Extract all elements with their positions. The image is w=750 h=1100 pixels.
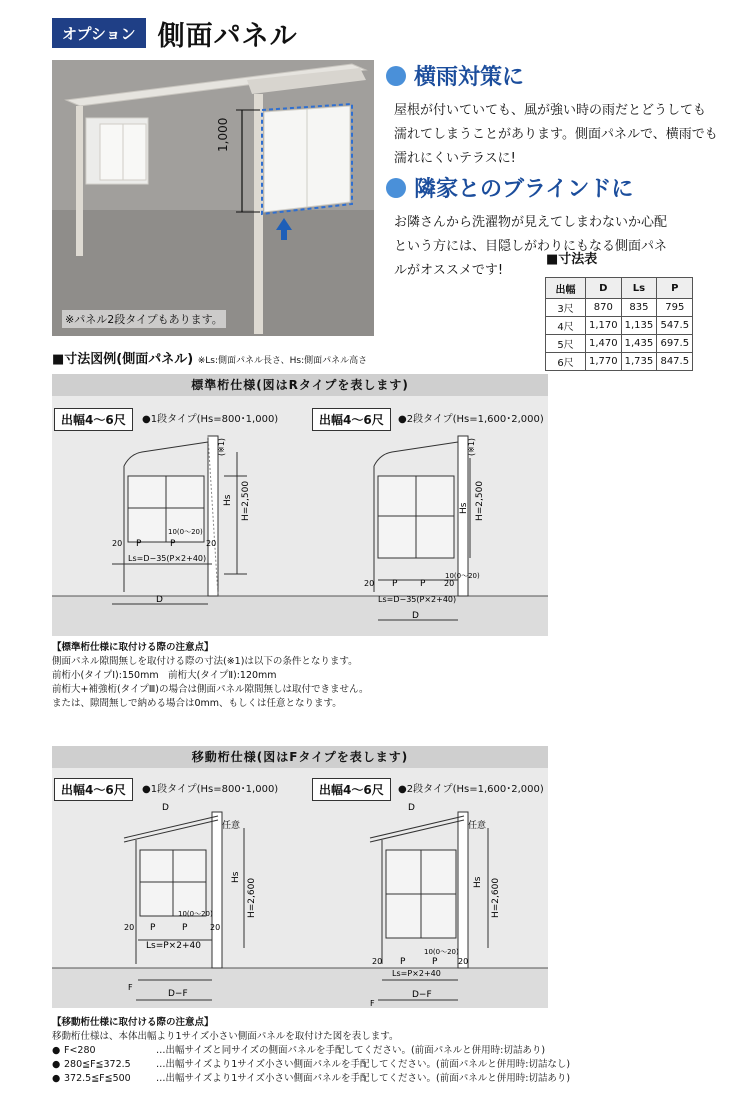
note-line: または、隙間無しで納める場合は0mm、もしくは任意となります。 bbox=[52, 698, 342, 709]
ls-label: Ls=P×2+40 bbox=[392, 969, 441, 978]
condition-text: …出幅サイズと同サイズの側面パネルを手配してください。(前面パネルと併用時:切詰あり) bbox=[156, 1045, 546, 1056]
section-subtitle: ※Ls:側面パネル長さ、Hs:側面パネル高さ bbox=[197, 356, 368, 366]
condition-text: …出幅サイズより1サイズ小さい側面パネルを手配してください。(前面パネルと併用時:切詰あり) bbox=[156, 1073, 571, 1084]
terrace-illustration bbox=[52, 60, 374, 336]
standard-notes bbox=[52, 641, 369, 711]
hs-label: Hs bbox=[473, 876, 483, 888]
photo-note: ※パネル2段タイプもあります。 bbox=[62, 310, 226, 328]
offset-label: 20 bbox=[206, 539, 217, 548]
d-label: D bbox=[156, 595, 163, 605]
d-label: D bbox=[412, 611, 419, 621]
p-label: P bbox=[182, 923, 188, 933]
note-line: 前桁小(タイプⅠ):150mm 前桁大(タイプⅡ):120mm bbox=[52, 670, 277, 681]
table-cell: 5尺 bbox=[546, 335, 586, 353]
table-cell: 1,470 bbox=[586, 335, 622, 353]
d-label: D bbox=[162, 803, 169, 813]
moving-spec-heading: 移動桁仕様(図はFタイプを表します) bbox=[52, 746, 548, 768]
feature-line: 濡れにくいテラスに! bbox=[394, 151, 516, 166]
moving-diagrams bbox=[52, 768, 548, 1008]
width-tag: 出幅4〜6尺 bbox=[54, 778, 133, 801]
table-cell: 1,170 bbox=[586, 317, 622, 335]
hs-label: Hs bbox=[223, 494, 233, 506]
condition-text: …出幅サイズより1サイズ小さい側面パネルを手配してください。(前面パネルと併用時:切詰なし) bbox=[156, 1059, 571, 1070]
feature-line: という方には、目隠しがわりにもなる側面パネ bbox=[394, 239, 668, 254]
table-cell: 3尺 bbox=[546, 299, 586, 317]
df-label: D−F bbox=[412, 990, 432, 1000]
type-label: ●2段タイプ(Hs=1,600･2,000) bbox=[398, 414, 544, 425]
photo-dimension: 1,000 bbox=[216, 117, 230, 152]
offset-label: 20 bbox=[364, 579, 375, 588]
hs-label: Hs bbox=[231, 871, 241, 883]
width-tag: 出幅4〜6尺 bbox=[54, 408, 133, 431]
table-cell: 6尺 bbox=[546, 353, 586, 371]
p-label: P bbox=[150, 923, 156, 933]
gap-label: 10(0〜20) bbox=[445, 572, 480, 580]
note-line: 前桁大+補強桁(タイプⅢ)の場合は側面パネル隙間無しは取付できません。 bbox=[52, 684, 369, 695]
table-cell: 870 bbox=[586, 299, 622, 317]
product-photo bbox=[52, 60, 374, 336]
ls-label: Ls=P×2+40 bbox=[146, 941, 201, 951]
note-line: 移動桁仕様は、本体出幅より1サイズ小さい側面パネルを取付けた図を表します。 bbox=[52, 1031, 399, 1042]
condition-row: ● 280≦F≦372.5 …出幅サイズより1サイズ小さい側面パネルを手配してください。(前面パネルと併用時:切詰なし) bbox=[52, 1059, 571, 1070]
p-label: P bbox=[420, 579, 426, 589]
offset-label: 20 bbox=[458, 957, 469, 966]
section-title-text: ■寸法図例(側面パネル) bbox=[52, 352, 194, 367]
feature-heading: 隣家とのブラインドに bbox=[414, 177, 634, 202]
h-label: H=2,600 bbox=[247, 877, 257, 918]
feature-rain bbox=[386, 60, 726, 171]
type-label: ●1段タイプ(Hs=800･1,000) bbox=[142, 784, 279, 795]
condition-row: ● 372.5≦F≦500 …出幅サイズより1サイズ小さい側面パネルを手配してください。(前面パネルと併用時:切詰あり) bbox=[52, 1073, 571, 1084]
table-cell: 795 bbox=[657, 299, 693, 317]
offset-label: 20 bbox=[112, 539, 123, 548]
width-tag: 出幅4〜6尺 bbox=[312, 408, 391, 431]
note-ref-label: (※1) bbox=[217, 437, 226, 456]
gap-label: 10(0〜20) bbox=[424, 948, 459, 956]
page-header bbox=[52, 16, 298, 50]
offset-label: 20 bbox=[210, 923, 221, 932]
d-label: D bbox=[408, 803, 415, 813]
gap-label: 10(0〜20) bbox=[178, 910, 213, 918]
bullet-dot-icon bbox=[386, 178, 406, 198]
feature-line: ルがオススメです! bbox=[394, 263, 504, 278]
dim-col-header: D bbox=[586, 278, 622, 299]
condition-row: ● F<280 …出幅サイズと同サイズの側面パネルを手配してください。(前面パネルと併用時:切詰あり) bbox=[52, 1045, 546, 1056]
dim-col-header: Ls bbox=[621, 278, 657, 299]
f-label: F bbox=[370, 999, 375, 1008]
table-cell: 1,435 bbox=[621, 335, 657, 353]
table-row bbox=[546, 335, 693, 353]
offset-label: 20 bbox=[372, 957, 383, 966]
feature-line: 屋根が付いていても、風が強い時の雨だとどうしても bbox=[394, 103, 707, 118]
moving-notes bbox=[52, 1016, 570, 1086]
note-ref-label: (※1) bbox=[467, 437, 476, 456]
h-label: H=2,600 bbox=[491, 877, 501, 918]
ls-label: Ls=D−35(P×2+40) bbox=[378, 595, 457, 604]
df-label: D−F bbox=[168, 989, 188, 999]
f-label: F bbox=[128, 983, 133, 992]
section-title bbox=[52, 348, 367, 367]
feature-line: お隣さんから洗濯物が見えてしまわないか心配 bbox=[394, 215, 668, 230]
standard-spec-heading: 標準桁仕様(図はRタイプを表します) bbox=[52, 374, 548, 396]
standard-diagrams bbox=[52, 396, 548, 636]
table-row bbox=[546, 317, 693, 335]
p-label: P bbox=[400, 957, 406, 967]
gap-label: 10(0〜20) bbox=[168, 528, 203, 536]
table-row bbox=[546, 353, 693, 371]
h-label: H=2,500 bbox=[241, 480, 251, 521]
ls-label: Ls=D−35(P×2+40) bbox=[128, 554, 207, 563]
type-label: ●2段タイプ(Hs=1,600･2,000) bbox=[398, 784, 544, 795]
offset-label: 20 bbox=[124, 923, 135, 932]
note-line: 側面パネル隙間無しを取付ける際の寸法(※1)は以下の条件となります。 bbox=[52, 656, 358, 667]
optional-label: 任意 bbox=[222, 821, 241, 831]
hs-label: Hs bbox=[459, 502, 469, 514]
notes-title: 【移動桁仕様に取付ける際の注意点】 bbox=[52, 1017, 214, 1028]
feature-heading: 横雨対策に bbox=[414, 65, 525, 90]
dim-table-title: ■寸法表 bbox=[546, 252, 598, 267]
condition: 280≦F≦372.5 bbox=[64, 1059, 131, 1070]
table-cell: 4尺 bbox=[546, 317, 586, 335]
option-badge: オプション bbox=[52, 18, 146, 48]
dim-col-header: 出幅 bbox=[546, 278, 586, 299]
p-label: P bbox=[392, 579, 398, 589]
feature-line: 濡れてしまうことがあります。側面パネルで、横雨でも bbox=[394, 127, 718, 142]
bullet-dot-icon bbox=[386, 66, 406, 86]
optional-label: 任意 bbox=[468, 821, 487, 831]
h-label: H=2,500 bbox=[475, 480, 485, 521]
type-label: ●1段タイプ(Hs=800･1,000) bbox=[142, 414, 279, 425]
table-cell: 847.5 bbox=[657, 353, 693, 371]
table-cell: 697.5 bbox=[657, 335, 693, 353]
p-label: P bbox=[136, 539, 142, 549]
p-label: P bbox=[170, 539, 176, 549]
dim-col-header: P bbox=[657, 278, 693, 299]
p-label: P bbox=[432, 957, 438, 967]
table-cell: 1,735 bbox=[621, 353, 657, 371]
notes-title: 【標準桁仕様に取付ける際の注意点】 bbox=[52, 642, 214, 653]
condition: F<280 bbox=[64, 1045, 96, 1056]
page-title: 側面パネル bbox=[157, 20, 298, 52]
table-cell: 1,135 bbox=[621, 317, 657, 335]
table-cell: 835 bbox=[621, 299, 657, 317]
table-cell: 1,770 bbox=[586, 353, 622, 371]
condition: 372.5≦F≦500 bbox=[64, 1073, 131, 1084]
table-row bbox=[546, 299, 693, 317]
width-tag: 出幅4〜6尺 bbox=[312, 778, 391, 801]
dim-table bbox=[545, 277, 693, 371]
offset-label: 20 bbox=[444, 579, 455, 588]
table-cell: 547.5 bbox=[657, 317, 693, 335]
